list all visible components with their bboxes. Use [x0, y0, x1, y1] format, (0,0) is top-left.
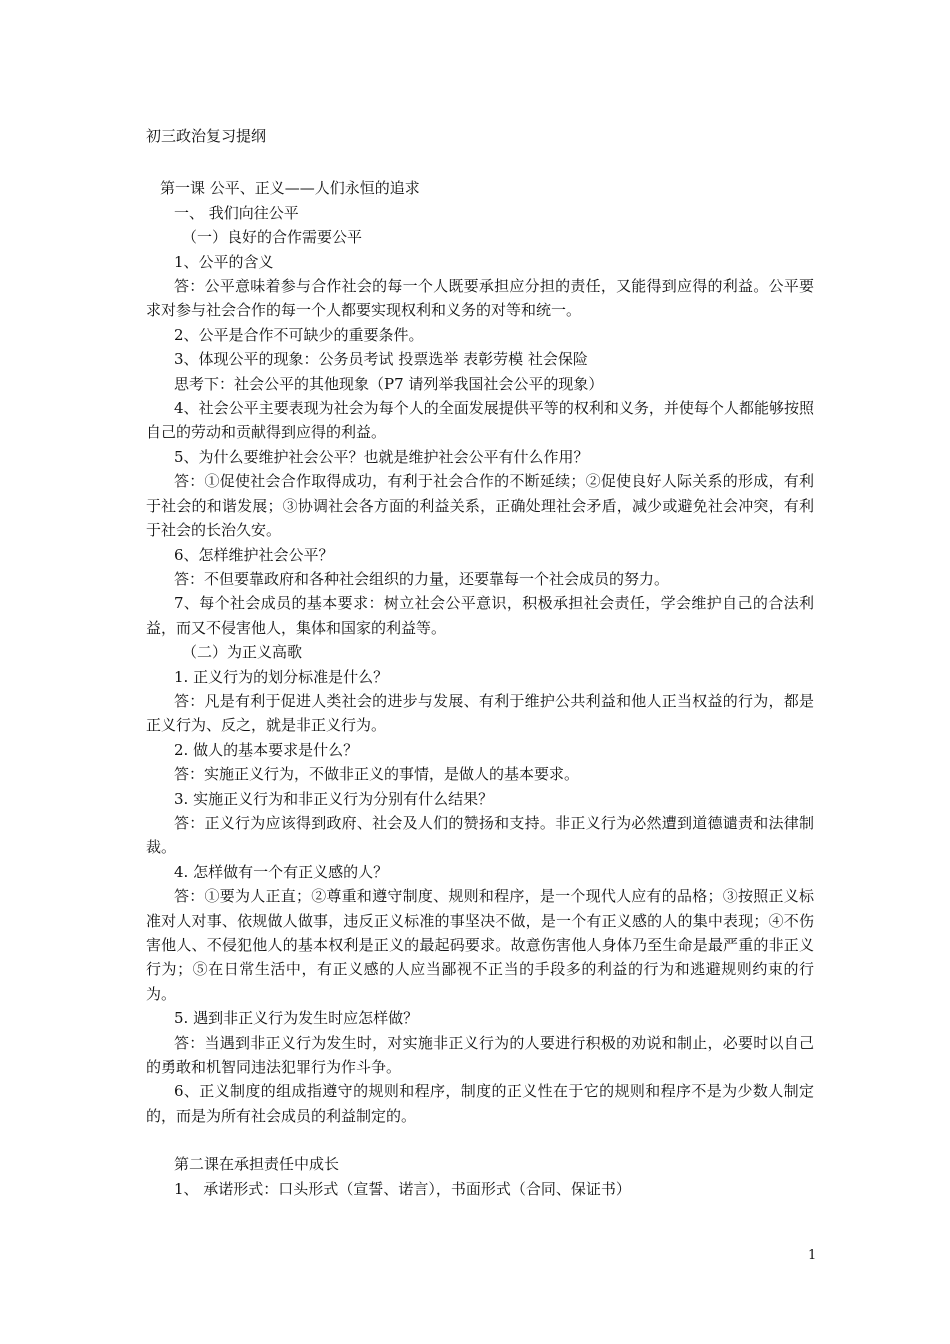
justice-answer-4: 答：①要为人正直；②尊重和遵守制度、规则和程序，是一个现代人应有的品格；③按照正义标准对人对事、依规做人做事，违反正义标准的事坚决不做，是一个有正义感的人的集中表现；④不伤害他人、不侵犯他人的基本权利是正义的最起码要求。故意伤害他人身体乃至生命是最严重的非正义行为；⑤在日常生活中，有正义感的人应当鄙视不正当的手段多的利益的行为和逃避规则约束的行为。: [146, 887, 814, 1003]
justice-answer-5: 答：当遇到非正义行为发生时，对实施非正义行为的人要进行积极的劝说和制止，必要时以自己的勇敢和机智同违法犯罪行为作斗争。: [146, 1033, 814, 1077]
fairness-question-7: 7、每个社会成员的基本要求：树立社会公平意识，积极承担社会责任，学会维护自己的合法利益，而又不侵害他人，集体和国家的利益等。: [146, 594, 814, 637]
justice-question-6: 6、正义制度的组成指遵守的规则和程序，制度的正义性在于它的规则和程序不是为少数人制定的，而是为所有社会成员的利益制定的。: [146, 1082, 814, 1125]
fairness-question-1: 1、公平的含义: [174, 252, 274, 271]
fairness-answer-1: 答：公平意味着参与合作社会的每一个人既要承担应分担的责任，又能得到应得的利益。公平要求对参与社会合作的每一个人都要实现权利和义务的对等和统一。: [146, 277, 814, 320]
document-title: 初三政治复习提纲: [146, 127, 267, 145]
justice-question-1: 1. 正义行为的划分标准是什么？: [174, 667, 389, 686]
fairness-question-6: 6、怎样维护社会公平？: [174, 545, 334, 564]
lesson2-question-1: 1、 承诺形式：口头形式（宣誓、诺言），书面形式（合同、保证书）: [174, 1179, 631, 1198]
lesson2-heading: 第二课在承担责任中成长: [174, 1155, 340, 1174]
justice-question-2: 2. 做人的基本要求是什么？: [174, 740, 359, 759]
fairness-think: 思考下：社会公平的其他现象（P7 请列举我国社会公平的现象）: [174, 374, 604, 393]
fairness-question-2: 2、公平是合作不可缺少的重要条件。: [174, 325, 424, 344]
justice-question-4: 4. 怎样做有一个有正义感的人？: [174, 862, 389, 881]
fairness-answer-5: 答：①促使社会合作取得成功，有利于社会合作的不断延续；②促使良好人际关系的形成，有利于社会的和谐发展；③协调社会各方面的利益关系，正确处理社会矛盾，减少或避免社会冲突，有利于社会的长治久安。: [146, 472, 814, 540]
justice-question-3: 3. 实施正义行为和非正义行为分别有什么结果？: [174, 789, 494, 808]
justice-answer-1: 答：凡是有利于促进人类社会的进步与发展、有利于维护公共利益和他人正当权益的行为，都是正义行为、反之，就是非正义行为。: [146, 691, 814, 735]
fairness-question-3: 3、体现公平的现象：公务员考试 投票选举 表彰劳模 社会保险: [174, 350, 588, 369]
fairness-question-5: 5、为什么要维护社会公平？也就是维护社会公平有什么作用？: [174, 447, 589, 466]
document-body: [146, 124, 814, 1201]
justice-answer-3: 答：正义行为应该得到政府、社会及人们的赞扬和支持。非正义行为必然遭到道德谴责和法律制裁。: [146, 813, 814, 857]
page-number: 1: [808, 1248, 817, 1263]
lesson1-subsection2: （二）为正义高歌: [182, 643, 303, 662]
section-spacer: [146, 1128, 814, 1152]
fairness-question-4: 4、社会公平主要表现为社会为每个人的全面发展提供平等的权利和义务，并使每个人都能够按照自己的劳动和贡献得到应得的利益。: [146, 399, 814, 442]
lesson1-subsection1: （一）良好的合作需要公平: [182, 228, 363, 247]
justice-answer-2: 答：实施正义行为，不做非正义的事情，是做人的基本要求。: [174, 765, 580, 784]
fairness-answer-6: 答：不但要靠政府和各种社会组织的力量，还要靠每一个社会成员的努力。: [174, 569, 670, 588]
lesson1-section1: 一、 我们向往公平: [174, 203, 299, 222]
justice-question-5: 5. 遇到非正义行为发生时应怎样做？: [174, 1009, 419, 1028]
lesson1-heading: 第一课 公平、正义——人们永恒的追求: [160, 179, 420, 198]
